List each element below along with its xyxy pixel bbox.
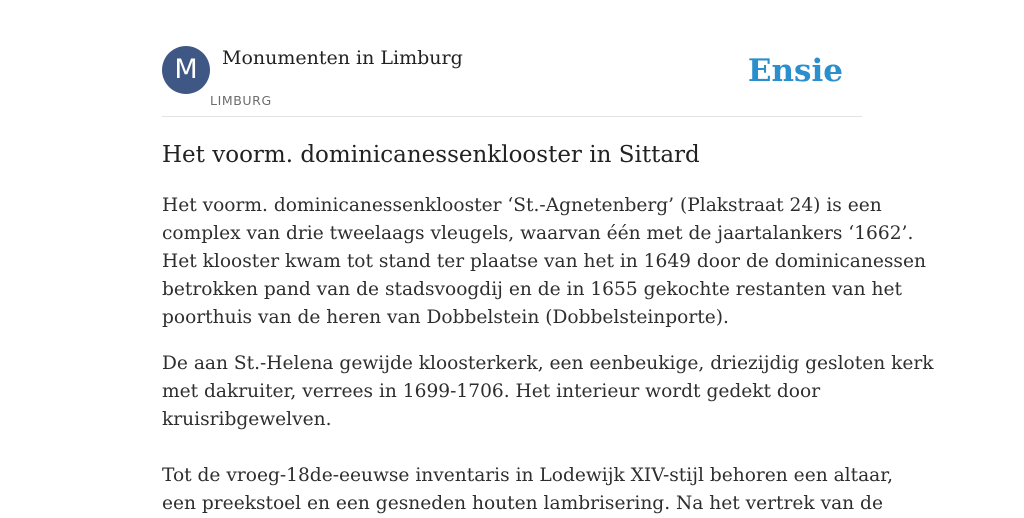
collection-avatar[interactable]: M (162, 46, 210, 94)
brand-logo[interactable]: Ensie (747, 53, 843, 89)
paragraph-line: betrokken pand van de stadsvoogdij en de in 1655 gekochte restanten van het (162, 279, 902, 300)
article-body (162, 192, 934, 518)
category-label[interactable]: LIMBURG (210, 93, 272, 108)
paragraph-line: poorthuis van de heren van Dobbelstein (Dobbelsteinporte). (162, 307, 729, 328)
paragraph-line: Tot de vroeg-18de-eeuwse inventaris in Lodewijk XIV-stijl behoren een altaar, (162, 465, 894, 486)
paragraph-line: met dakruiter, verrees in 1699-1706. Het interieur wordt gedekt door (162, 381, 821, 402)
paragraph-line: Het voorm. dominicanessenklooster ‘St.-Agnetenberg’ (Plakstraat 24) is een (162, 195, 882, 216)
paragraph-line: Het klooster kwam tot stand ter plaatse van het in 1649 door de dominicanessen (162, 251, 926, 272)
paragraph-line: een preekstoel en een gesneden houten lambrisering. Na het vertrek van de (162, 493, 883, 514)
paragraph-line: De aan St.-Helena gewijde kloosterkerk, een eenbeukige, driezijdig gesloten kerk (162, 353, 934, 374)
paragraph-line: kruisribgewelven. (162, 409, 332, 430)
paragraph-2 (162, 350, 934, 434)
article-title: Het voorm. dominicanessenklooster in Sittard (162, 142, 700, 168)
collection-header (162, 46, 862, 117)
paragraph-line: complex van drie tweelaags vleugels, waarvan één met de jaartalankers ‘1662’. (162, 223, 914, 244)
paragraph-3 (162, 462, 894, 518)
paragraph-1 (162, 192, 926, 332)
collection-title-link[interactable]: Monumenten in Limburg (222, 47, 463, 69)
